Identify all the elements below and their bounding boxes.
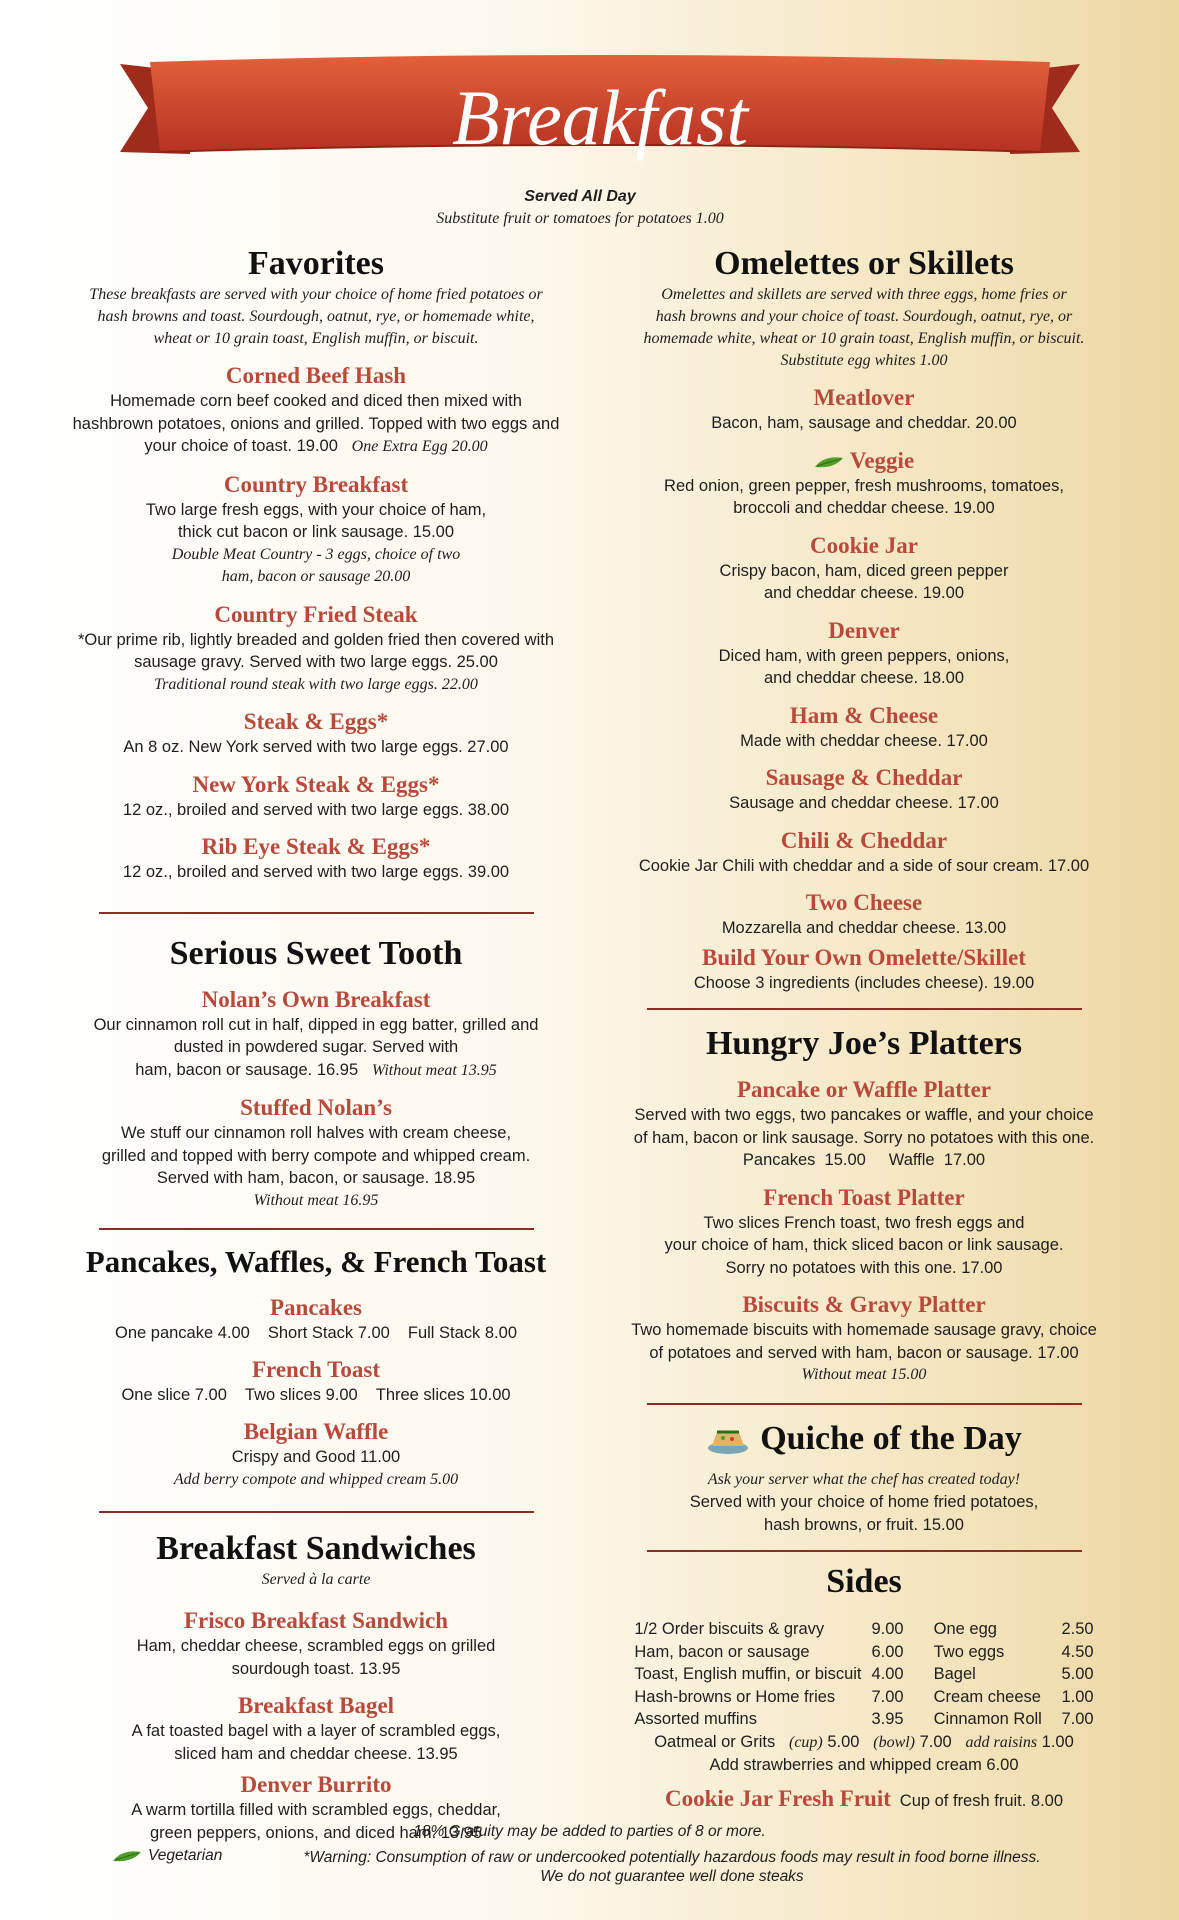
menu-item — [610, 384, 1118, 435]
option: One pancake 4.00 — [115, 1324, 250, 1342]
oatmeal-line — [610, 1731, 1118, 1755]
item-desc: Sorry no potatoes with this one. 17.00 — [725, 1258, 1003, 1277]
item-name: Biscuits & Gravy Platter — [742, 1292, 986, 1317]
item-name: Sausage & Cheddar — [765, 765, 963, 790]
side-row — [634, 1641, 903, 1664]
side-price: 3.95 — [871, 1710, 904, 1728]
pancakes-section — [48, 1242, 584, 1491]
item-name: Denver — [828, 617, 900, 643]
sandwiches-note: Served à la carte — [261, 1571, 371, 1588]
item-desc: Served with ham, bacon, or sausage. 18.95 — [156, 1169, 476, 1187]
option: Short Stack 7.00 — [267, 1324, 390, 1342]
side-price: 4.00 — [871, 1665, 904, 1683]
menu-item — [48, 833, 584, 884]
note-line: Substitute egg whites 1.00 — [780, 352, 948, 369]
side-name: Two eggs — [933, 1642, 1005, 1661]
item-price: your choice of toast. 19.00 — [144, 437, 338, 455]
item-desc: green peppers, onions, and diced ham. 13.95 — [149, 1823, 483, 1842]
side-row — [934, 1618, 1094, 1641]
item-desc: and cheddar cheese. 19.00 — [764, 584, 964, 602]
side-name: 1/2 Order biscuits & gravy — [634, 1620, 825, 1638]
quiche-desc: hash browns, or fruit. 15.00 — [764, 1515, 964, 1534]
side-row — [634, 1708, 903, 1731]
item-desc: sourdough toast. 13.95 — [231, 1659, 401, 1678]
right-column — [610, 244, 1118, 1813]
quiche-section — [610, 1419, 1118, 1537]
sweet-tooth-section — [48, 934, 584, 1213]
item-desc — [48, 435, 584, 459]
item-desc: Crispy and Good 11.00 — [231, 1448, 401, 1466]
item-desc: Diced ham, with green peppers, onions, — [718, 646, 1010, 665]
side-row — [934, 1663, 1094, 1686]
item-name: Two Cheese — [805, 890, 923, 915]
legend-label: Vegetarian — [148, 1847, 223, 1864]
sides-section — [610, 1562, 1118, 1813]
side-name: Oatmeal or Grits — [654, 1732, 776, 1751]
side-row — [934, 1641, 1094, 1664]
sides-left-table — [634, 1618, 903, 1731]
item-name: French Toast Platter — [763, 1184, 965, 1210]
quiche-title: Quiche of the Day — [760, 1419, 1022, 1457]
title-banner — [120, 52, 1080, 192]
item-name: Stuffed Nolan’s — [240, 1095, 392, 1120]
item-desc: Choose 3 ingredients (includes cheese). 19.00 — [693, 973, 1035, 992]
pancake-options — [48, 1322, 584, 1344]
quiche-icon — [706, 1426, 750, 1456]
favorites-section — [48, 244, 584, 884]
note-line: hash browns and toast. Sourdough, oatnut, rye, or homemade white, — [97, 308, 535, 325]
option: Full Stack 8.00 — [407, 1324, 517, 1342]
sides-list — [610, 1618, 1118, 1731]
side-price: 7.00 — [919, 1732, 952, 1751]
side-row — [934, 1686, 1094, 1709]
option: One slice 7.00 — [121, 1386, 227, 1404]
vegetarian-legend — [112, 1847, 222, 1865]
item-desc: Bacon, ham, sausage and cheddar. 20.00 — [711, 414, 1017, 432]
omelettes-title: Omelettes or Skillets — [714, 245, 1014, 282]
item-name: Country Fried Steak — [214, 601, 418, 627]
side-name: Cinnamon Roll — [933, 1710, 1042, 1728]
item-desc: Pancakes 15.00 Waffle 17.00 — [742, 1151, 986, 1169]
item-desc: Ham, cheddar cheese, scrambled eggs on grilled — [136, 1637, 496, 1655]
item-desc: Cookie Jar Chili with cheddar and a side of sour cream. 17.00 — [638, 856, 1090, 875]
item-desc: Crispy bacon, ham, diced green pepper — [719, 561, 1009, 580]
note-line: wheat or 10 grain toast, English muffin, or biscuit. — [153, 330, 479, 347]
sandwiches-title: Breakfast Sandwiches — [156, 1530, 476, 1567]
side-price: 7.00 — [1061, 1710, 1094, 1728]
note-line: Omelettes and skillets are served with three eggs, home fries or — [661, 286, 1067, 303]
platters-section — [610, 1024, 1118, 1387]
item-name: Corned Beef Hash — [225, 363, 407, 388]
item-desc: 12 oz., broiled and served with two large eggs. 38.00 — [122, 800, 510, 819]
side-price: 5.00 — [827, 1732, 860, 1751]
menu-item — [610, 764, 1118, 815]
side-price: 7.00 — [871, 1687, 904, 1706]
quiche-desc: Served with your choice of home fried potatoes, — [689, 1493, 1039, 1511]
item-name: New York Steak & Eggs* — [192, 771, 440, 797]
item-option: Without meat 13.95 — [371, 1061, 497, 1079]
menu-item — [48, 1356, 584, 1406]
menu-item — [48, 601, 584, 697]
menu-item — [610, 617, 1118, 690]
item-name: Rib Eye Steak & Eggs* — [201, 834, 431, 859]
quiche-title-row — [610, 1419, 1118, 1459]
item-desc: Cup of fresh fruit. 8.00 — [899, 1791, 1064, 1810]
item-name: Country Breakfast — [223, 471, 409, 497]
item-name: Build Your Own Omelette/Skillet — [702, 944, 1026, 970]
item-desc: Sausage and cheddar cheese. 17.00 — [729, 794, 999, 812]
section-divider — [647, 1008, 1082, 1010]
item-option: Add berry compote and whipped cream 5.00 — [173, 1470, 459, 1488]
menu-item — [48, 1607, 584, 1680]
item-desc: An 8 oz. New York served with two large eggs. 27.00 — [123, 738, 509, 756]
sweet-tooth-title: Serious Sweet Tooth — [169, 934, 463, 972]
side-name: One egg — [933, 1620, 997, 1638]
item-desc: dusted in powdered sugar. Served with — [173, 1038, 459, 1056]
note-line: hash browns and your choice of toast. Sourdough, oatnut, rye, or — [655, 308, 1073, 325]
vegetarian-leaf-icon — [112, 1849, 142, 1863]
item-name: Meatlover — [813, 385, 915, 410]
menu-item — [610, 532, 1118, 605]
menu-item — [48, 471, 584, 589]
item-option: ham, bacon or sausage 20.00 — [221, 568, 411, 585]
strawberries-line: Add strawberries and whipped cream 6.00 — [709, 1756, 1019, 1774]
menu-item — [48, 1294, 584, 1344]
item-desc: sliced ham and cheddar cheese. 13.95 — [174, 1744, 458, 1763]
item-name: Belgian Waffle — [243, 1419, 389, 1444]
section-divider — [99, 912, 534, 914]
item-name: Denver Burrito — [240, 1772, 392, 1797]
menu-item — [48, 1692, 584, 1765]
menu-item — [48, 362, 584, 459]
side-row — [934, 1708, 1094, 1731]
item-desc: of ham, bacon or link sausage. Sorry no potatoes with this one. — [633, 1128, 1095, 1147]
item-desc: Served with two eggs, two pancakes or waffle, and your choice — [634, 1106, 1094, 1124]
platters-title: Hungry Joe’s Platters — [705, 1025, 1022, 1062]
item-desc: your choice of ham, thick sliced bacon or link sausage. — [664, 1236, 1064, 1254]
item-name: Pancake or Waffle Platter — [737, 1077, 991, 1102]
item-desc: We stuff our cinnamon roll halves with cream cheese, — [120, 1124, 512, 1142]
menu-item — [48, 708, 584, 759]
item-name: Nolan’s Own Breakfast — [201, 986, 431, 1012]
favorites-title: Favorites — [248, 245, 384, 282]
item-name: Veggie — [849, 447, 915, 473]
vegetarian-leaf-icon — [814, 455, 844, 469]
item-name: French Toast — [251, 1357, 381, 1382]
item-desc: Two homemade biscuits with homemade sausage gravy, choice — [631, 1321, 1097, 1339]
omelettes-note — [610, 284, 1118, 372]
item-desc: Our cinnamon roll cut in half, dipped in egg batter, grilled and — [93, 1015, 539, 1034]
side-name: Assorted muffins — [634, 1710, 757, 1728]
warning-line: We do not guarantee well done steaks — [540, 1868, 804, 1885]
note-line: homemade white, wheat or 10 grain toast, English muffin, or biscuit. — [643, 330, 1085, 347]
food-warning — [262, 1848, 1082, 1886]
menu-item — [48, 1094, 584, 1212]
note-line: These breakfasts are served with your choice of home fried potatoes or — [89, 286, 543, 303]
item-option: Traditional round steak with two large eggs. 22.00 — [154, 675, 478, 693]
side-row — [634, 1663, 903, 1686]
warning-line: *Warning: Consumption of raw or undercooked potentially hazardous foods may result in food borne illness. — [303, 1849, 1041, 1866]
menu-item — [610, 1076, 1118, 1172]
gratuity-note: 18% Gratuity may be added to parties of 8 or more. — [413, 1823, 766, 1840]
item-desc: grilled and topped with berry compote and whipped cream. — [101, 1146, 531, 1165]
item-option: Double Meat Country - 3 eggs, choice of two — [171, 545, 461, 563]
left-column — [48, 244, 584, 1844]
side-name: Hash-browns or Home fries — [634, 1687, 836, 1706]
size-label: (bowl) — [873, 1733, 916, 1751]
item-desc: Mozzarella and cheddar cheese. 13.00 — [721, 919, 1007, 937]
item-desc: hashbrown potatoes, onions and grilled. Topped with two eggs and — [72, 414, 560, 433]
menu-item — [610, 827, 1118, 878]
menu-item — [610, 1291, 1118, 1387]
item-name: Chili & Cheddar — [780, 827, 948, 853]
side-name: Toast, English muffin, or biscuit — [634, 1665, 862, 1683]
side-price: 4.50 — [1061, 1642, 1094, 1661]
item-name: Pancakes — [270, 1295, 362, 1320]
side-price: 5.00 — [1061, 1665, 1094, 1683]
item-name: Ham & Cheese — [789, 702, 939, 728]
item-desc: Homemade corn beef cooked and diced then mixed with — [110, 392, 522, 410]
item-name-row — [610, 447, 1118, 475]
side-name: Bagel — [933, 1665, 976, 1683]
fresh-fruit-row — [610, 1785, 1118, 1813]
menu-item — [48, 771, 584, 822]
substitute-note: Substitute fruit or tomatoes for potatoes 1.00 — [436, 210, 724, 227]
menu-item — [48, 986, 584, 1083]
item-name: Breakfast Bagel — [237, 1693, 395, 1718]
item-name: Steak & Eggs* — [243, 709, 389, 734]
item-name: Cookie Jar — [810, 532, 918, 558]
section-divider — [647, 1550, 1082, 1552]
side-name: Cream cheese — [933, 1687, 1041, 1706]
item-desc — [48, 1059, 584, 1083]
item-desc: *Our prime rib, lightly breaded and golden fried then covered with — [77, 630, 555, 649]
item-option: Without meat 16.95 — [253, 1191, 379, 1209]
omelettes-section — [610, 244, 1118, 994]
side-price: 6.00 — [871, 1642, 904, 1661]
sides-title: Sides — [826, 1563, 902, 1600]
item-desc: broccoli and cheddar cheese. 19.00 — [733, 499, 995, 517]
item-desc: of potatoes and served with ham, bacon or sausage. 17.00 — [649, 1343, 1079, 1362]
option: Three slices 10.00 — [375, 1386, 511, 1404]
pancakes-title: Pancakes, Waffles, & French Toast — [85, 1244, 547, 1279]
item-desc: Made with cheddar cheese. 17.00 — [740, 731, 988, 750]
side-price: 2.50 — [1061, 1620, 1094, 1638]
item-desc: and cheddar cheese. 18.00 — [764, 669, 964, 687]
menu-item — [610, 447, 1118, 520]
size-label: (cup) — [788, 1733, 823, 1751]
sandwiches-section — [48, 1529, 584, 1844]
item-name: Frisco Breakfast Sandwich — [183, 1608, 449, 1633]
section-divider — [647, 1403, 1082, 1405]
section-divider — [99, 1228, 534, 1230]
served-all-day: Served All Day — [524, 188, 636, 205]
item-desc: A fat toasted bagel with a layer of scrambled eggs, — [131, 1722, 501, 1740]
section-divider — [99, 1511, 534, 1513]
item-desc: 12 oz., broiled and served with two large eggs. 39.00 — [122, 863, 510, 881]
item-price: ham, bacon or sausage. 16.95 — [135, 1060, 359, 1079]
item-desc: thick cut bacon or link sausage. 15.00 — [177, 523, 455, 541]
item-option: One Extra Egg 20.00 — [351, 438, 488, 455]
side-price: 1.00 — [1061, 1687, 1094, 1706]
served-header — [0, 188, 1160, 228]
item-desc: sausage gravy. Served with two large eggs. 25.00 — [134, 653, 498, 671]
item-desc: Two large fresh eggs, with your choice of ham, — [145, 500, 487, 519]
sides-right-table — [934, 1618, 1094, 1731]
side-name: Ham, bacon or sausage — [634, 1642, 810, 1661]
menu-item — [610, 1184, 1118, 1280]
french-toast-options — [48, 1384, 584, 1406]
menu-item — [610, 702, 1118, 753]
addon-label: add raisins — [965, 1733, 1038, 1751]
side-price: 9.00 — [871, 1620, 904, 1638]
menu-item — [610, 889, 1118, 940]
menu-item — [610, 944, 1118, 995]
item-option: Without meat 15.00 — [801, 1366, 927, 1383]
favorites-note — [48, 284, 584, 350]
item-name: Cookie Jar Fresh Fruit — [664, 1785, 891, 1811]
option: Two slices 9.00 — [244, 1386, 358, 1404]
menu-item — [48, 1418, 584, 1491]
side-price: 1.00 — [1041, 1732, 1074, 1751]
quiche-note: Ask your server what the chef has created today! — [707, 1470, 1021, 1488]
item-desc: Two slices French toast, two fresh eggs and — [703, 1213, 1025, 1232]
side-row — [634, 1686, 903, 1709]
side-row — [634, 1618, 903, 1641]
item-desc: A warm tortilla filled with scrambled eggs, cheddar, — [131, 1801, 501, 1819]
item-desc: Red onion, green pepper, fresh mushrooms, tomatoes, — [664, 476, 1064, 495]
page-title: Breakfast — [451, 74, 749, 161]
